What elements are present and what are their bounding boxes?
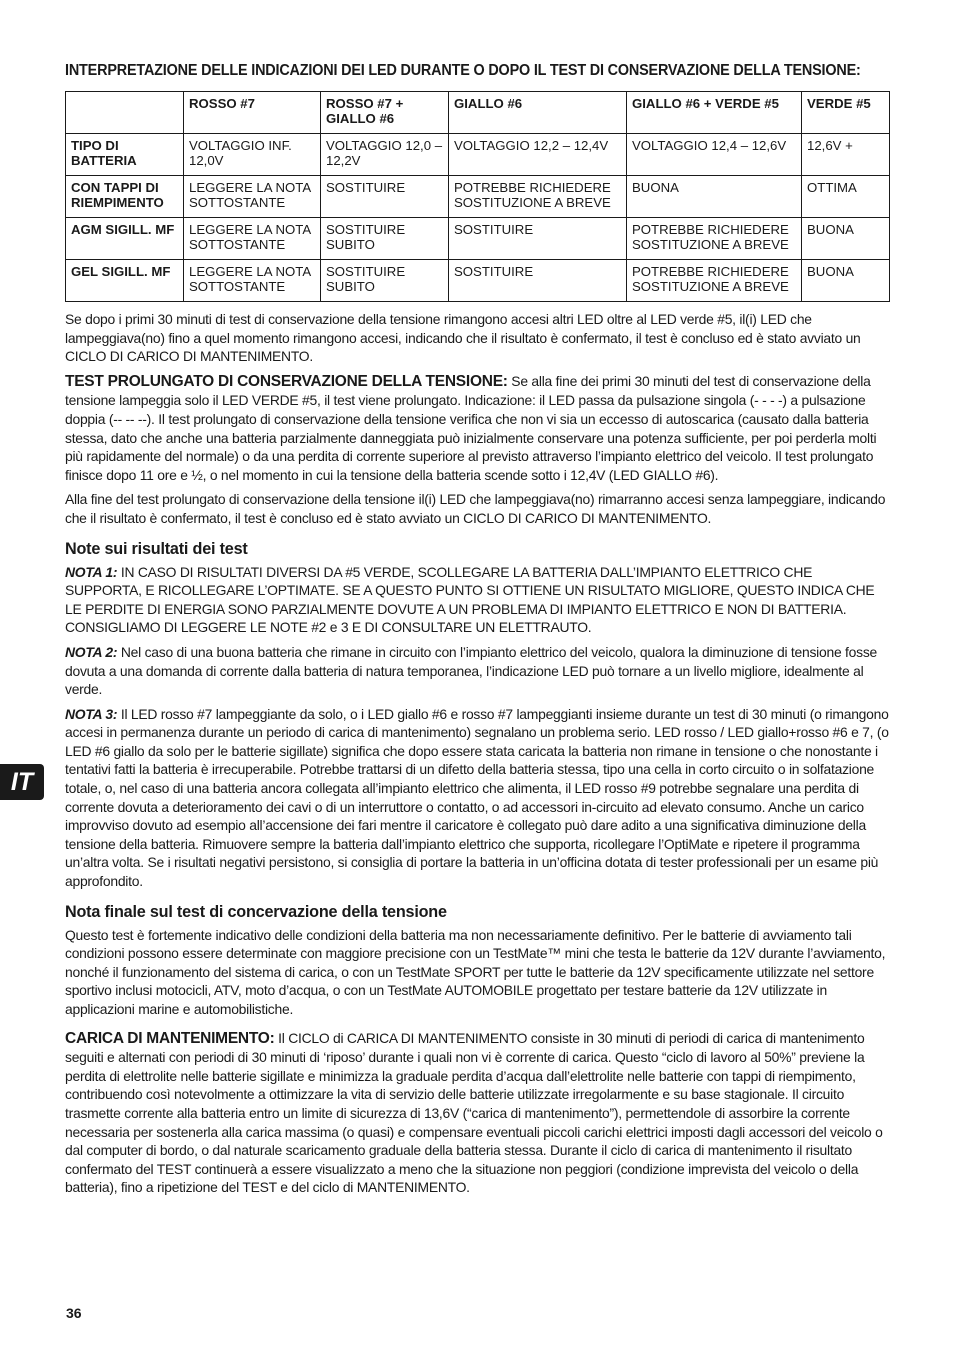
final-note-title: Nota finale sul test di concervazione della tensione: [65, 902, 447, 921]
table-cell: POTREBBE RICHIEDERE SOSTITUZIONE A BREVE: [627, 218, 802, 260]
table-cell: LEGGERE LA NOTA SOTTOSTANTE: [184, 218, 321, 260]
nota-3-text: Il LED rosso #7 lampeggiante da solo, o i LED giallo #6 e rosso #7 lampeggianti insieme durante un test di 30 minuti (o rimangono accesi in permanenza durante un periodo di carica di mantenimento) segnalano un problema serio. LED rosso / LED giallo+rosso #6 e 7, (o LED #6 giallo da solo per le batterie sigillate) significa che dopo essere stata caricata la batteria non rimane in tensione o che nonostante i tentativi fatti la batteria è irrecuperabile. Potrebbe trattarsi di un difetto della batteria stessa, tipo una cella in corto circuito o in solfatazione totale, o, nel caso di una batteria ancora collegata all’impianto elettrico che alimenta, il LED rosso #9 potrebbe segnalare una perdita di corrente dovuta a deterioramento dei cavi o di un interruttore o contatto, o ad accessori in-circuito ad elevato consumo. Anche un carico improvviso dovuto ad esempio all’accensione dei fari mentre il caricatore è collegato può dare adito a una significativa diminuzione della tensione della batteria. Rimuovere sempre la batteria dall’impianto elettrico che supporta, ricollegare l’OptiMate e ripetere il programma un’altra volta. Se i risultati negativi persistono, si consiglia di portare la batteria in un’officina dotata di tester professionali per un esame più approfondito.: [65, 705, 889, 890]
table-cell: BUONA: [802, 260, 890, 302]
nota-3: [65, 705, 890, 891]
maintenance-paragraph: [65, 1029, 890, 1197]
table-cell: SOSTITUIRE SUBITO: [321, 218, 449, 260]
table-cell: VOLTAGGIO INF. 12,0V: [184, 134, 321, 176]
nota-2-text: Nel caso di una buona batteria che rimane in circuito con l’impianto elettrico del veicolo, qualora la diminuzione di tensione fosse dovuta a una domanda di corrente dalla batteria di natura temporanea, l’indicazione LED può tornare a un livello migliore, idealmente al verde.: [65, 643, 878, 698]
table-header-cell: GIALLO #6: [449, 92, 627, 134]
language-tab: IT: [0, 764, 44, 800]
table-cell: POTREBBE RICHIEDERE SOSTITUZIONE A BREVE: [449, 176, 627, 218]
nota-3-label: NOTA 3:: [65, 705, 118, 722]
final-note-text: Questo test è fortemente indicativo delle condizioni della batteria ma non necessariamente definitivo. Per le batterie di avviamento tali condizioni possono essere determinate con maggiore precisione con un TestMate™ mini che testa le batterie da 12V durante l’avviamento, nonché il funzionamento del sistema di carica, o con un TestMate SPORT per tutte le batterie da 12V specificamente utilizzate nel settore sportivo inclusi motocicli, ATV, moto d’acqua, o con un TestMate AUTOMOBILE progettato per testare batterie da 12V utilizzate in applicazioni marine e automobilistiche.: [65, 926, 886, 1017]
table-cell: VOLTAGGIO 12,2 – 12,4V: [449, 134, 627, 176]
table-header-cell: [66, 92, 184, 134]
table-header-cell: ROSSO #7 + GIALLO #6: [321, 92, 449, 134]
table-row: [66, 260, 890, 302]
maintenance-heading: CARICA DI MANTENIMENTO:: [65, 1029, 275, 1047]
table-cell: BUONA: [627, 176, 802, 218]
maintenance-text: Il CICLO di CARICA DI MANTENIMENTO consiste in 30 minuti di periodi di carica di mantenimento seguiti e alternati con periodi di 30 minuti di ‘riposo’ durante i quali non vi è corrente di carica. Questo “ciclo di lavoro al 50%” previene la perdita di elettrolite nelle batterie sigillate e minimizza la graduale perdita d’acqua dall’elettrolite nelle batterie con tappi di riempimento, contribuendo così notevolmente a ottimizzare la vita di servizio delle batterie utilizzate irregolarmente e su base stagionale. Il circuito trasmette corrente alla batteria entro un limite di sicurezza di 13,6V (“carica di mantenimento”), permettendole di assorbire la corrente necessaria per sostenerla alla carica massima (o quasi) e compensare eventuali piccoli carichi elettrici imposti dagli accessori del veicolo o dal computer di bordo, o dal naturale scaricamento graduale della batteria stessa. Durante il ciclo di carica di mantenimento il risultato confermato del TEST continuerà a essere visualizzato a meno che la situazione non peggiori (condizione imprevista del veicolo o della batteria), fino a ripetizione del TEST e del ciclo di MANTENIMENTO.: [65, 1029, 883, 1196]
table-cell: BUONA: [802, 218, 890, 260]
nota-1-text: IN CASO DI RISULTATI DIVERSI DA #5 VERDE, SCOLLEGARE LA BATTERIA DALL’IMPIANTO ELETTRICO CHE SUPPORTA, E RICOLLEGARE L’OPTIMATE. SE A QUESTO PUNTO SI OTTIENE UN RISULTATO MIGLIORE, QUESTO INDICA CHE LE PERDITE DI ENERGIA SONO PARZIALMENTE DOVUTE A UN PROBLEMA DI IMPIANTO ELETTRICO E NON DI BATTERIA. CONSIGLIAMO DI LEGGERE LE NOTE #2 e 3 E DI CONSULTARE UN ELETTRAUTO.: [65, 563, 875, 636]
table-cell: OTTIMA: [802, 176, 890, 218]
table-header-cell: GIALLO #6 + VERDE #5: [627, 92, 802, 134]
notes-title: Note sui risultati dei test: [65, 539, 248, 558]
table-cell: SOSTITUIRE SUBITO: [321, 260, 449, 302]
page-content: [65, 62, 890, 1203]
table-cell: LEGGERE LA NOTA SOTTOSTANTE: [184, 176, 321, 218]
table-row-header: AGM SIGILL. MF: [66, 218, 184, 260]
nota-2: [65, 643, 890, 699]
table-header-cell: ROSSO #7: [184, 92, 321, 134]
table-row: [66, 176, 890, 218]
table-row-header: GEL SIGILL. MF: [66, 260, 184, 302]
result-confirmed-paragraph: Se dopo i primi 30 minuti di test di conservazione della tensione rimangono accesi altri LED oltre al LED verde #5, il(i) LED che lampeggiava(no) fino a quel momento rimangono accesi, indicando che il risultato è confermato, il test è concluso ed è stato avviato un CICLO DI CARICO DI MANTENIMENTO.: [65, 311, 861, 365]
table-row-header: TIPO DI BATTERIA: [66, 134, 184, 176]
table-cell: VOLTAGGIO 12,0 – 12,2V: [321, 134, 449, 176]
table-cell: VOLTAGGIO 12,4 – 12,6V: [627, 134, 802, 176]
page-heading: INTERPRETAZIONE DELLE INDICAZIONI DEI LED DURANTE O DOPO IL TEST DI CONSERVAZIONE DELLA TENSIONE:: [65, 62, 861, 79]
nota-1-label: NOTA 1:: [65, 563, 118, 580]
extended-test-text: Se alla fine dei primi 30 minuti del test di conservazione della tensione lampeggia solo il LED VERDE #5, il test viene prolungato. Indicazione: il LED passa da pulsazione singola (- - - -) a pulsazione doppia (-- -- --). Il test prolungato di conservazione della tensione verifica che non vi sia un eccesso di autoscarica (causato dalla batteria stessa, dato che anche una batteria parzialmente danneggiata può inizialmente conservare una potenza sufficiente, per poi perderla molti più rapidamente del normale) o da una perdita di corrente superiore al previsto attraverso l’impianto elettrico del veicolo. Il test prolungato finisce dopo 11 ore e ½, o nel momento in cui la tensione della batteria scende sotto i 12,4V (LED GIALLO #6).: [65, 372, 877, 483]
table-cell: LEGGERE LA NOTA SOTTOSTANTE: [184, 260, 321, 302]
table-row: [66, 218, 890, 260]
extended-test-heading: TEST PROLUNGATO DI CONSERVAZIONE DELLA TENSIONE:: [65, 372, 508, 390]
table-cell: SOSTITUIRE: [449, 260, 627, 302]
table-row-header: CON TAPPI DI RIEMPIMENTO: [66, 176, 184, 218]
page-number: 36: [66, 1305, 82, 1321]
extended-test-paragraph: [65, 372, 890, 485]
extended-end-paragraph: Alla fine del test prolungato di conservazione della tensione il(i) LED che lampeggiava(no) rimarranno accesi senza lampeggiare, indicando che il risultato è confermato, il test è concluso ed è stato avviato un CICLO DI CARICO DI MANTENIMENTO.: [65, 491, 886, 526]
nota-1: [65, 563, 890, 637]
table-cell: SOSTITUIRE: [449, 218, 627, 260]
table-cell: 12,6V +: [802, 134, 890, 176]
nota-2-label: NOTA 2:: [65, 643, 118, 660]
table-cell: POTREBBE RICHIEDERE SOSTITUZIONE A BREVE: [627, 260, 802, 302]
table-header-cell: VERDE #5: [802, 92, 890, 134]
led-interpretation-table: [65, 91, 890, 302]
table-row: [66, 134, 890, 176]
table-header-row: [66, 92, 890, 134]
table-cell: SOSTITUIRE: [321, 176, 449, 218]
